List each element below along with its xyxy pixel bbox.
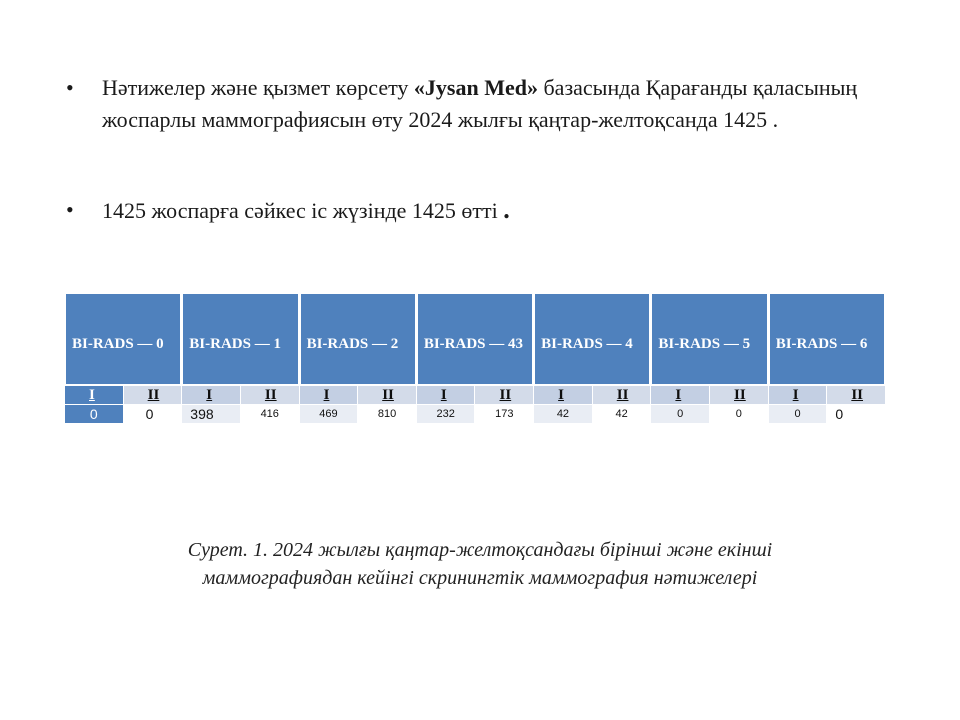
- birads-header-1: BI-RADS — 1: [182, 293, 298, 385]
- table-cell: 0: [124, 405, 182, 423]
- table-cell: 0: [651, 405, 709, 423]
- bullet-text-post: базасында Қарағанды қаласының жоспарлы маммографиясын өту 2024 жылғы қаңтар-желтоқсанда 1425 .: [102, 75, 858, 132]
- bullet-text: [102, 72, 922, 136]
- sub-label: I: [534, 386, 592, 404]
- table-cell: 398: [182, 405, 240, 423]
- sub-label: I: [65, 386, 123, 404]
- table-cell: 232: [417, 405, 475, 423]
- table-cell: 0: [769, 405, 827, 423]
- caption-line-2: маммографиядан кейінгі скринингтік маммография нәтижелері: [202, 567, 758, 589]
- sub-label: I: [300, 386, 358, 404]
- sub-label: I: [182, 386, 240, 404]
- bullet-dot: •: [66, 75, 74, 100]
- sub-label: I: [417, 386, 475, 404]
- caption-line-1: Сурет. 1. 2024 жылғы қаңтар-желтоқсандағы бірінші және екінші: [187, 539, 773, 561]
- table-cell: 42: [534, 405, 592, 423]
- birads-table: [64, 292, 886, 424]
- bullet-period: .: [503, 195, 510, 224]
- bullet-dot: •: [66, 197, 74, 222]
- table-cell: 469: [300, 405, 358, 423]
- birads-header-4: BI-RADS — 4: [534, 293, 650, 385]
- figure-caption: [0, 536, 960, 592]
- sub-label: II: [358, 386, 416, 404]
- bullet-text-pre: Нәтижелер және қызмет көрсету: [102, 75, 414, 100]
- sub-label: II: [124, 386, 182, 404]
- sub-label: II: [710, 386, 768, 404]
- sub-label: I: [651, 386, 709, 404]
- table-header-row: [65, 293, 885, 385]
- sub-label: II: [593, 386, 651, 404]
- table-cell: 0: [827, 405, 885, 423]
- birads-header-5: BI-RADS — 5: [651, 293, 767, 385]
- sub-label: II: [475, 386, 533, 404]
- birads-header-2: BI-RADS — 2: [300, 293, 416, 385]
- table-cell: 0: [710, 405, 768, 423]
- sub-label: II: [827, 386, 885, 404]
- table-values-row: [65, 405, 885, 423]
- bullet-text: [102, 194, 922, 227]
- bullet-text-body: 1425 жоспарға сәйкес іс жүзінде 1425 өтті: [102, 198, 504, 223]
- birads-header-6: BI-RADS — 6: [769, 293, 885, 385]
- table-cell: 42: [593, 405, 651, 423]
- brand-name: «Jysan Med»: [413, 75, 538, 100]
- sub-label: II: [241, 386, 299, 404]
- sub-label: I: [769, 386, 827, 404]
- table-cell: 810: [358, 405, 416, 423]
- table-cell: 0: [65, 405, 123, 423]
- table-subheader-row: [65, 386, 885, 404]
- birads-header-0: BI-RADS — 0: [65, 293, 181, 385]
- table-cell: 173: [475, 405, 533, 423]
- table-cell: 416: [241, 405, 299, 423]
- birads-header-43: BI-RADS — 43: [417, 293, 533, 385]
